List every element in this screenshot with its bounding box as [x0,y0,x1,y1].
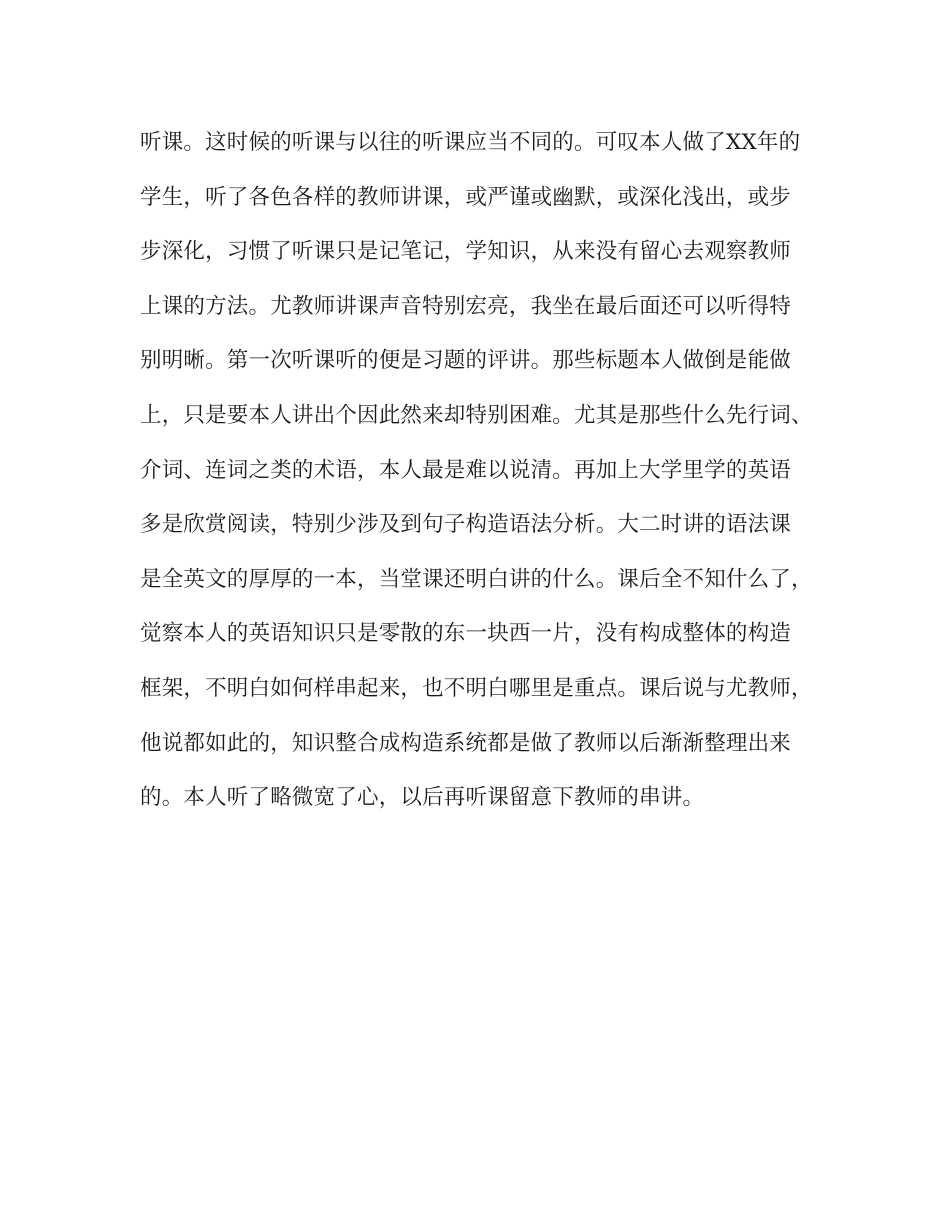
text-line: 是全英文的厚厚的一本，当堂课还明白讲的什么。课后全不知什么了， [140,566,813,592]
text-line: 多是欣赏阅读，特别少涉及到句子构造语法分析。大二时讲的语法课 [140,512,792,538]
text-line: 上，只是要本人讲出个因此然来却特别困难。尤其是那些什么先行词、 [140,402,813,428]
body-paragraph [140,122,830,832]
text-line: 别明晰。第一次听课听的便是习题的评讲。那些标题本人做倒是能做 [140,348,792,374]
text-line: 的。本人听了略微宽了心，以后再听课留意下教师的串讲。 [140,785,705,811]
text-line: 学生，听了各色各样的教师讲课，或严谨或幽默，或深化浅出，或步 [140,184,792,210]
text-line: 步深化，习惯了听课只是记笔记，学知识，从来没有留心去观察教师 [140,239,792,265]
text-line: 他说都如此的，知识整合成构造系统都是做了教师以后渐渐整理出来 [140,730,792,756]
text-line: 上课的方法。尤教师讲课声音特别宏亮，我坐在最后面还可以听得特 [140,293,792,319]
text-line: 听课。这时候的听课与以往的听课应当不同的。可叹本人做了XX年的 [140,130,801,155]
text-line: 介词、连词之类的术语，本人最是难以说清。再加上大学里学的英语 [140,457,792,483]
text-line: 框架，不明白如何样串起来，也不明白哪里是重点。课后说与尤教师， [140,675,813,701]
text-line: 觉察本人的英语知识只是零散的东一块西一片，没有构成整体的构造 [140,621,792,647]
